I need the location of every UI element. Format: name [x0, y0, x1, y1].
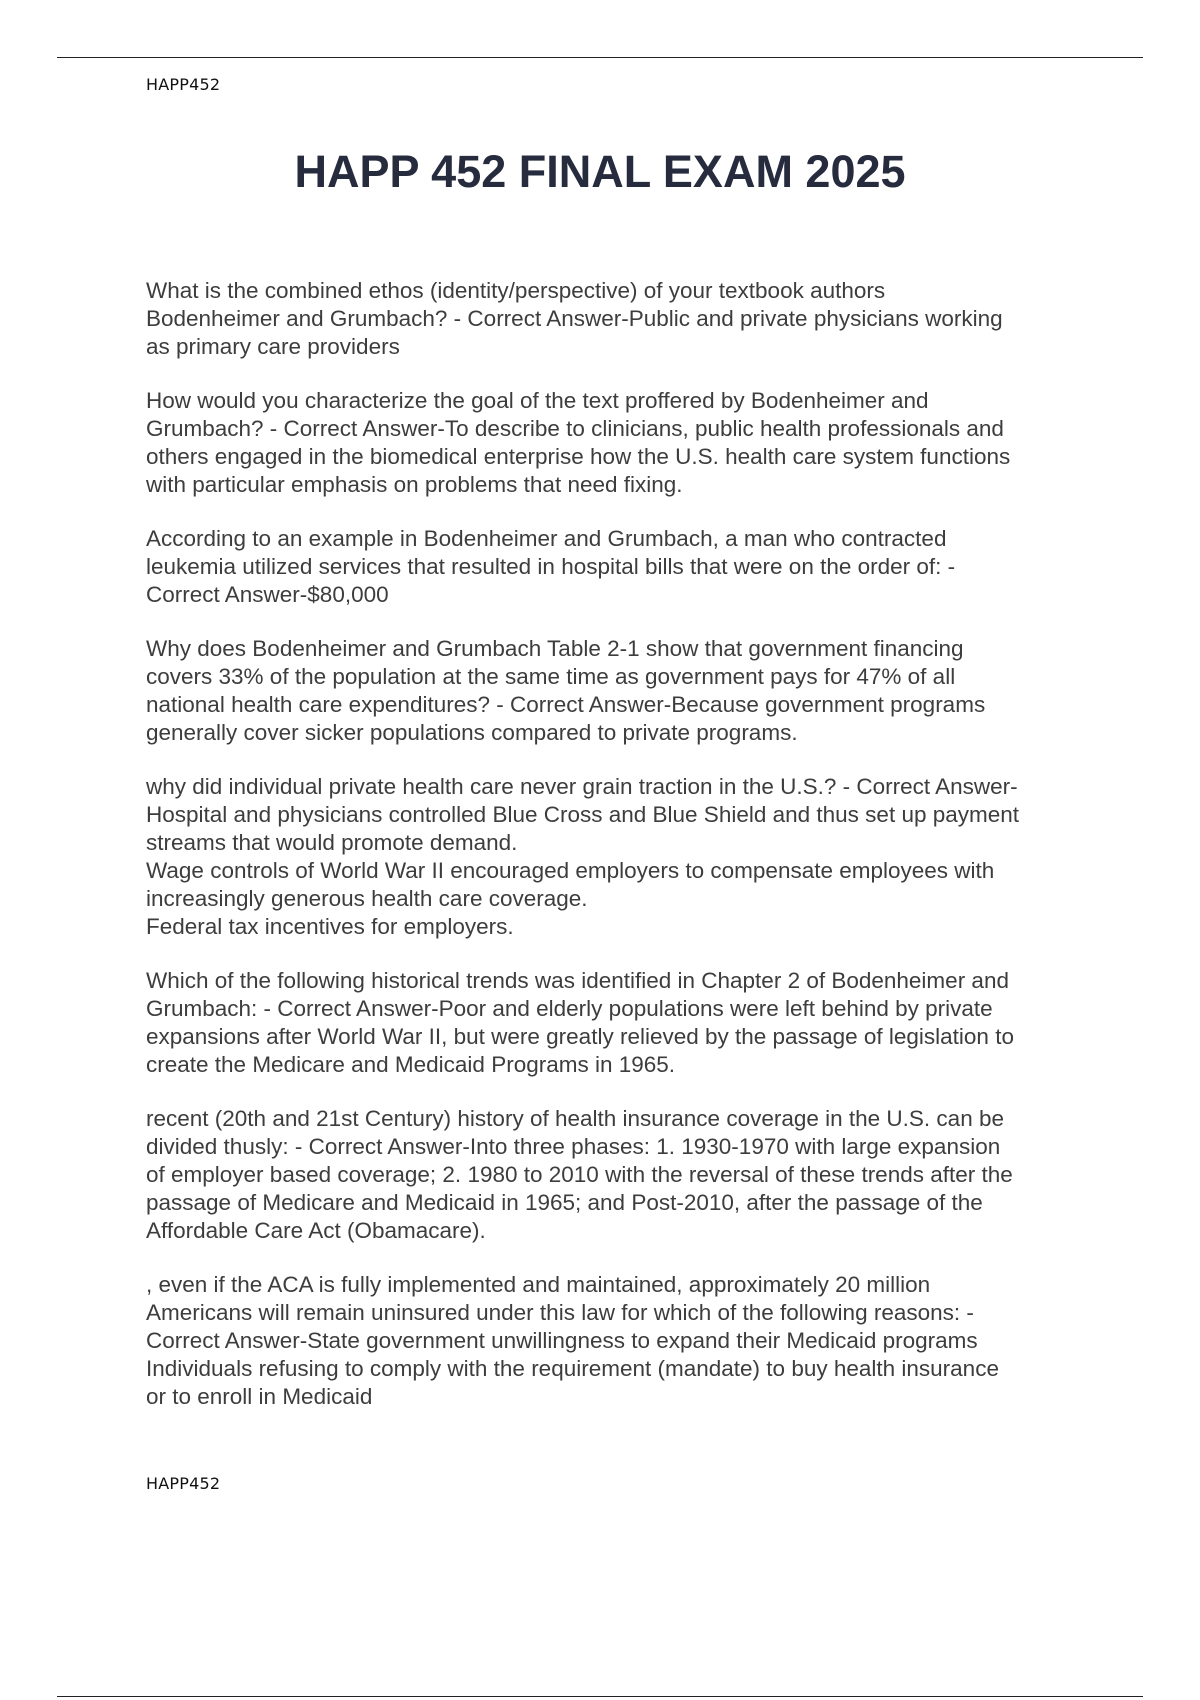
question-line: covers 33% of the population at the same time as government pays for 47% of all: [146, 664, 956, 689]
question-line: as primary care providers: [146, 334, 400, 359]
question-line: Individuals refusing to comply with the requirement (mandate) to buy health insurance: [146, 1356, 999, 1381]
top-divider: [57, 57, 1143, 58]
question-line: Why does Bodenheimer and Grumbach Table 2-1 show that government financing: [146, 636, 964, 661]
question-line: Grumbach? - Correct Answer-To describe to clinicians, public health professionals and: [146, 416, 1004, 441]
question-line: What is the combined ethos (identity/perspective) of your textbook authors: [146, 278, 886, 303]
question-list: [146, 277, 1096, 1437]
question-line: increasingly generous health care coverage.: [146, 886, 588, 911]
question-line: Correct Answer-State government unwillingness to expand their Medicaid programs: [146, 1328, 978, 1353]
question-item-2: [146, 387, 1096, 499]
question-line: Hospital and physicians controlled Blue Cross and Blue Shield and thus set up payment: [146, 802, 1020, 827]
question-item-3: [146, 525, 1096, 609]
question-line: Affordable Care Act (Obamacare).: [146, 1218, 486, 1243]
question-line: According to an example in Bodenheimer and Grumbach, a man who contracted: [146, 526, 947, 551]
page-title: HAPP 452 FINAL EXAM 2025: [294, 146, 906, 197]
question-line: Which of the following historical trends was identified in Chapter 2 of Bodenheimer and: [146, 968, 1009, 993]
question-line: expansions after World War II, but were greatly relieved by the passage of legislation to: [146, 1024, 1014, 1049]
question-line: of employer based coverage; 2. 1980 to 2010 with the reversal of these trends after the: [146, 1162, 1013, 1187]
question-line: divided thusly: - Correct Answer-Into three phases: 1. 1930-1970 with large expansion: [146, 1134, 1001, 1159]
question-line: Grumbach: - Correct Answer-Poor and elderly populations were left behind by private: [146, 996, 993, 1021]
question-line: Wage controls of World War II encouraged employers to compensate employees with: [146, 858, 995, 883]
question-line: with particular emphasis on problems that need fixing.: [146, 472, 683, 497]
page-footer-label: HAPP452: [146, 1474, 221, 1493]
question-line: passage of Medicare and Medicaid in 1965; and Post-2010, after the passage of the: [146, 1190, 983, 1215]
page-header-label: HAPP452: [146, 75, 221, 94]
question-line: Correct Answer-$80,000: [146, 582, 389, 607]
question-item-4: [146, 635, 1096, 747]
bottom-divider: [57, 1696, 1143, 1697]
question-line: or to enroll in Medicaid: [146, 1384, 373, 1409]
question-line: leukemia utilized services that resulted in hospital bills that were on the order of: -: [146, 554, 956, 579]
question-line: Americans will remain uninsured under this law for which of the following reasons: -: [146, 1300, 974, 1325]
question-item-8: [146, 1271, 1096, 1411]
question-line: why did individual private health care never grain traction in the U.S.? - Correct Answer-: [146, 774, 1018, 799]
question-line: generally cover sicker populations compared to private programs.: [146, 720, 798, 745]
question-item-7: [146, 1105, 1096, 1245]
question-line: create the Medicare and Medicaid Programs in 1965.: [146, 1052, 676, 1077]
question-item-6: [146, 967, 1096, 1079]
question-line: Federal tax incentives for employers.: [146, 914, 514, 939]
question-line: How would you characterize the goal of the text proffered by Bodenheimer and: [146, 388, 929, 413]
question-line: , even if the ACA is fully implemented and maintained, approximately 20 million: [146, 1272, 931, 1297]
question-item-1: [146, 277, 1096, 361]
question-line: streams that would promote demand.: [146, 830, 518, 855]
question-line: recent (20th and 21st Century) history of health insurance coverage in the U.S. can be: [146, 1106, 1004, 1131]
question-line: national health care expenditures? - Correct Answer-Because government programs: [146, 692, 986, 717]
question-item-5: [146, 773, 1096, 941]
question-line: Bodenheimer and Grumbach? - Correct Answer-Public and private physicians working: [146, 306, 1003, 331]
question-line: others engaged in the biomedical enterprise how the U.S. health care system functions: [146, 444, 1011, 469]
